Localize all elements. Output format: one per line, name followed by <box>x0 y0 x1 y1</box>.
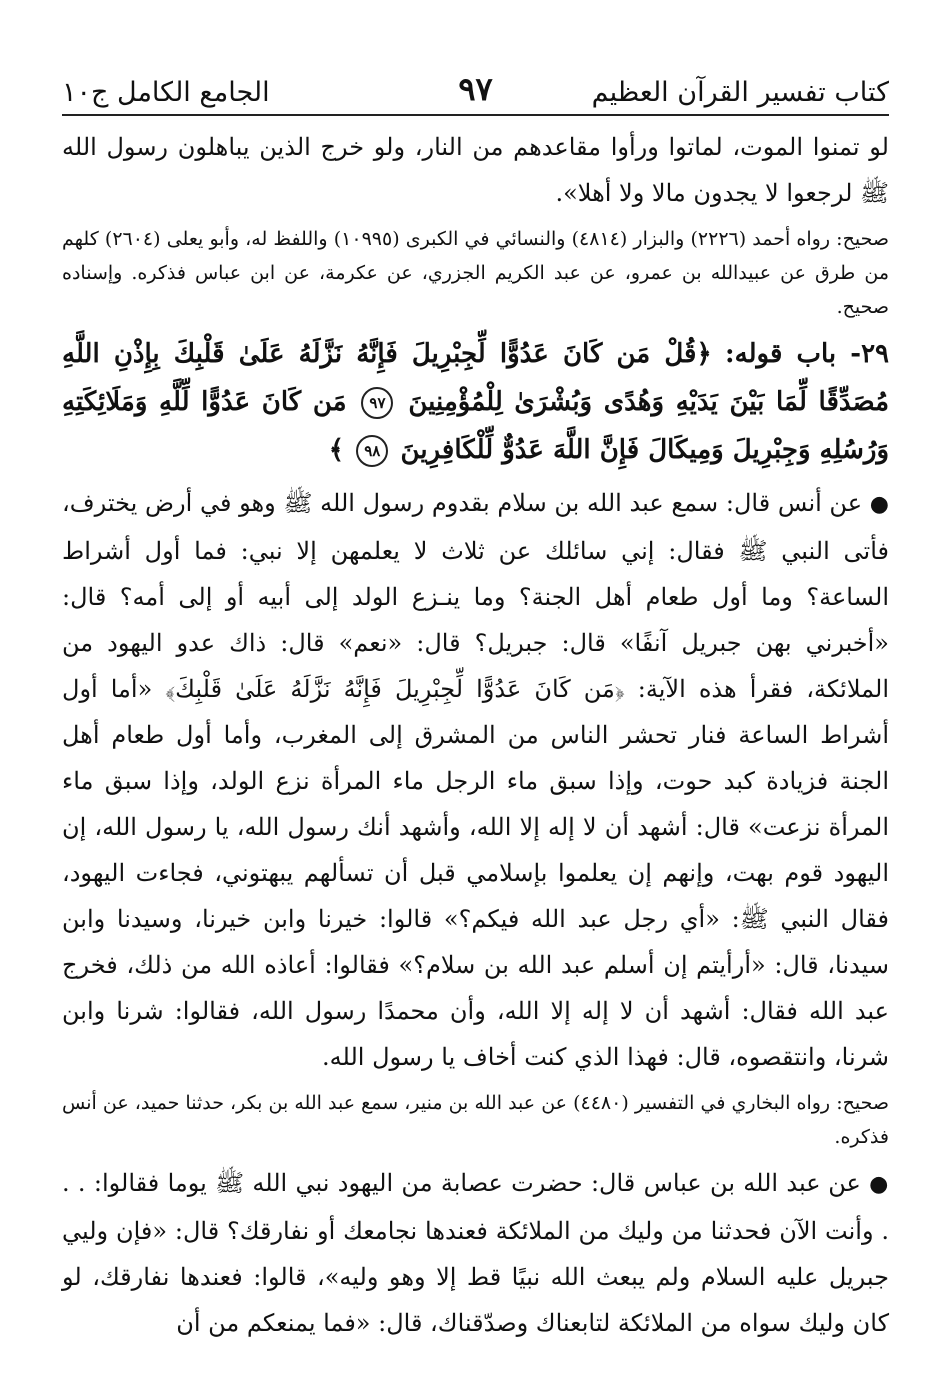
page-content <box>62 124 889 1346</box>
chapter-heading <box>62 330 889 474</box>
quran-verse-97: ﴿قُلْ مَن كَانَ عَدُوًّا لِّجِبْرِيلَ فَإِنَّهُ نَزَّلَهُ عَلَىٰ قَلْبِكَ بِإِذْنِ اللَّهِ مُصَدِّقًا لِّمَا بَيْنَ يَدَيْهِ وَهُدًى وَبُشْرَىٰ لِلْمُؤْمِنِينَ <box>62 339 890 417</box>
takhrij-note: صحيح: رواه البخاري في التفسير (٤٤٨٠) عن عبد الله بن منير، سمع عبد الله بن بكر، حدثنا حميد، عن أنس فذكره. <box>62 1092 889 1148</box>
hadith-text: عن عبد الله بن عباس قال: حضرت عصابة من اليهود نبي الله ﷺ يوما فقالوا: . . . وأنت الآن فحدثنا من وليك من الملائكة فعندها نجامعك أو نفارقك؟ قال: «فإن وليي جبريل عليه السلام ولم يبعث الله نبيًا قط إلا وهو وليه»، قالوا: فعندها نفارقك، لو كان وليك سواه من الملائكة لتابعناك وصدّقناك، قال: «فما يمنعكم من أن <box>62 1169 889 1337</box>
page-number: ٩٧ <box>458 70 493 108</box>
collection-volume: الجامع الكامل ج١٠ <box>62 77 270 108</box>
paragraph-continuation: لو تمنوا الموت، لماتوا ورأوا مقاعدهم من النار، ولو خرج الذين يباهلون رسول الله ﷺ لرجعوا لا يجدون مالا ولا أهلا». <box>62 133 889 207</box>
ayah-number-marker: ٩٧ <box>361 387 393 419</box>
hadith-anas <box>62 480 889 1080</box>
chapter-title: ٢٩- باب قوله: <box>725 339 890 369</box>
quran-close-bracket: ﴾ <box>328 435 344 465</box>
hadith-text: عن أنس قال: سمع عبد الله بن سلام بقدوم رسول الله ﷺ وهو في أرض يخترف، فأتى النبي ﷺ فقال: إني سائلك عن ثلاث لا يعلمهن إلا نبي: فما أول أشراط الساعة؟ وما أول طعام أهل الجنة؟ وما ينـزع الولد إلى أبيه أو إلى أمه؟ قال: «أخبرني بهن جبريل آنفًا» قال: جبريل؟ قال: «نعم» قال: ذاك عدو اليهود من الملائكة، فقرأ هذه الآية: ﴿مَن كَانَ عَدُوًّا لِّجِبْرِيلَ فَإِنَّهُ نَزَّلَهُ عَلَىٰ قَلْبِكَ﴾ «أما أول أشراط الساعة فنار تحشر الناس من المشرق إلى المغرب، وأما أول طعام أهل الجنة فزيادة كبد حوت، وإذا سبق ماء الرجل ماء المرأة نزع الولد، وإذا سبق ماء المرأة نزعت» قال: أشهد أن لا إله إلا الله، وأشهد أنك رسول الله، يا رسول الله، إن اليهود قوم بهت، وإنهم إن يعلموا بإسلامي قبل أن تسألهم يبهتوني، فجاءت اليهود، فقال النبي ﷺ: «أي رجل عبد الله فيكم؟» قالوا: خيرنا وابن خيرنا، وسيدنا وابن سيدنا، قال: «أرأيتم إن أسلم عبد الله بن سلام؟» فقالوا: أعاذه الله من ذلك، فخرج عبد الله فقال: أشهد أن لا إله إلا الله، وأن محمدًا رسول الله، فقالوا: شرنا وابن شرنا، وانتقصوه، قال: فهذا الذي كنت أخاف يا رسول الله. <box>62 489 889 1071</box>
hadith-ibn-abbas <box>62 1160 889 1346</box>
page-header <box>62 58 889 116</box>
book-title: كتاب تفسير القرآن العظيم <box>591 77 889 108</box>
bullet-icon: ● <box>869 1172 889 1197</box>
quran-verse-98: مَن كَانَ عَدُوًّا لِّلَّهِ وَمَلَائِكَتِهِ وَرُسُلِهِ وَجِبْرِيلَ وَمِيكَالَ فَإِنَّ اللَّهَ عَدُوٌّ لِّلْكَافِرِينَ <box>62 387 889 465</box>
ayah-number-marker: ٩٨ <box>356 435 388 467</box>
takhrij-note: صحيح: رواه أحمد (٢٢٢٦) والبزار (٤٨١٤) والنسائي في الكبرى (١٠٩٩٥) واللفظ له، وأبو يعلى (٢٦٠٤) كلهم من طرق عن عبيدالله بن عمرو، عن عبد الكريم الجزري، عن عكرمة، عن ابن عباس فذكره. وإسناده صحيح. <box>62 228 889 318</box>
bullet-icon: ● <box>869 492 889 517</box>
